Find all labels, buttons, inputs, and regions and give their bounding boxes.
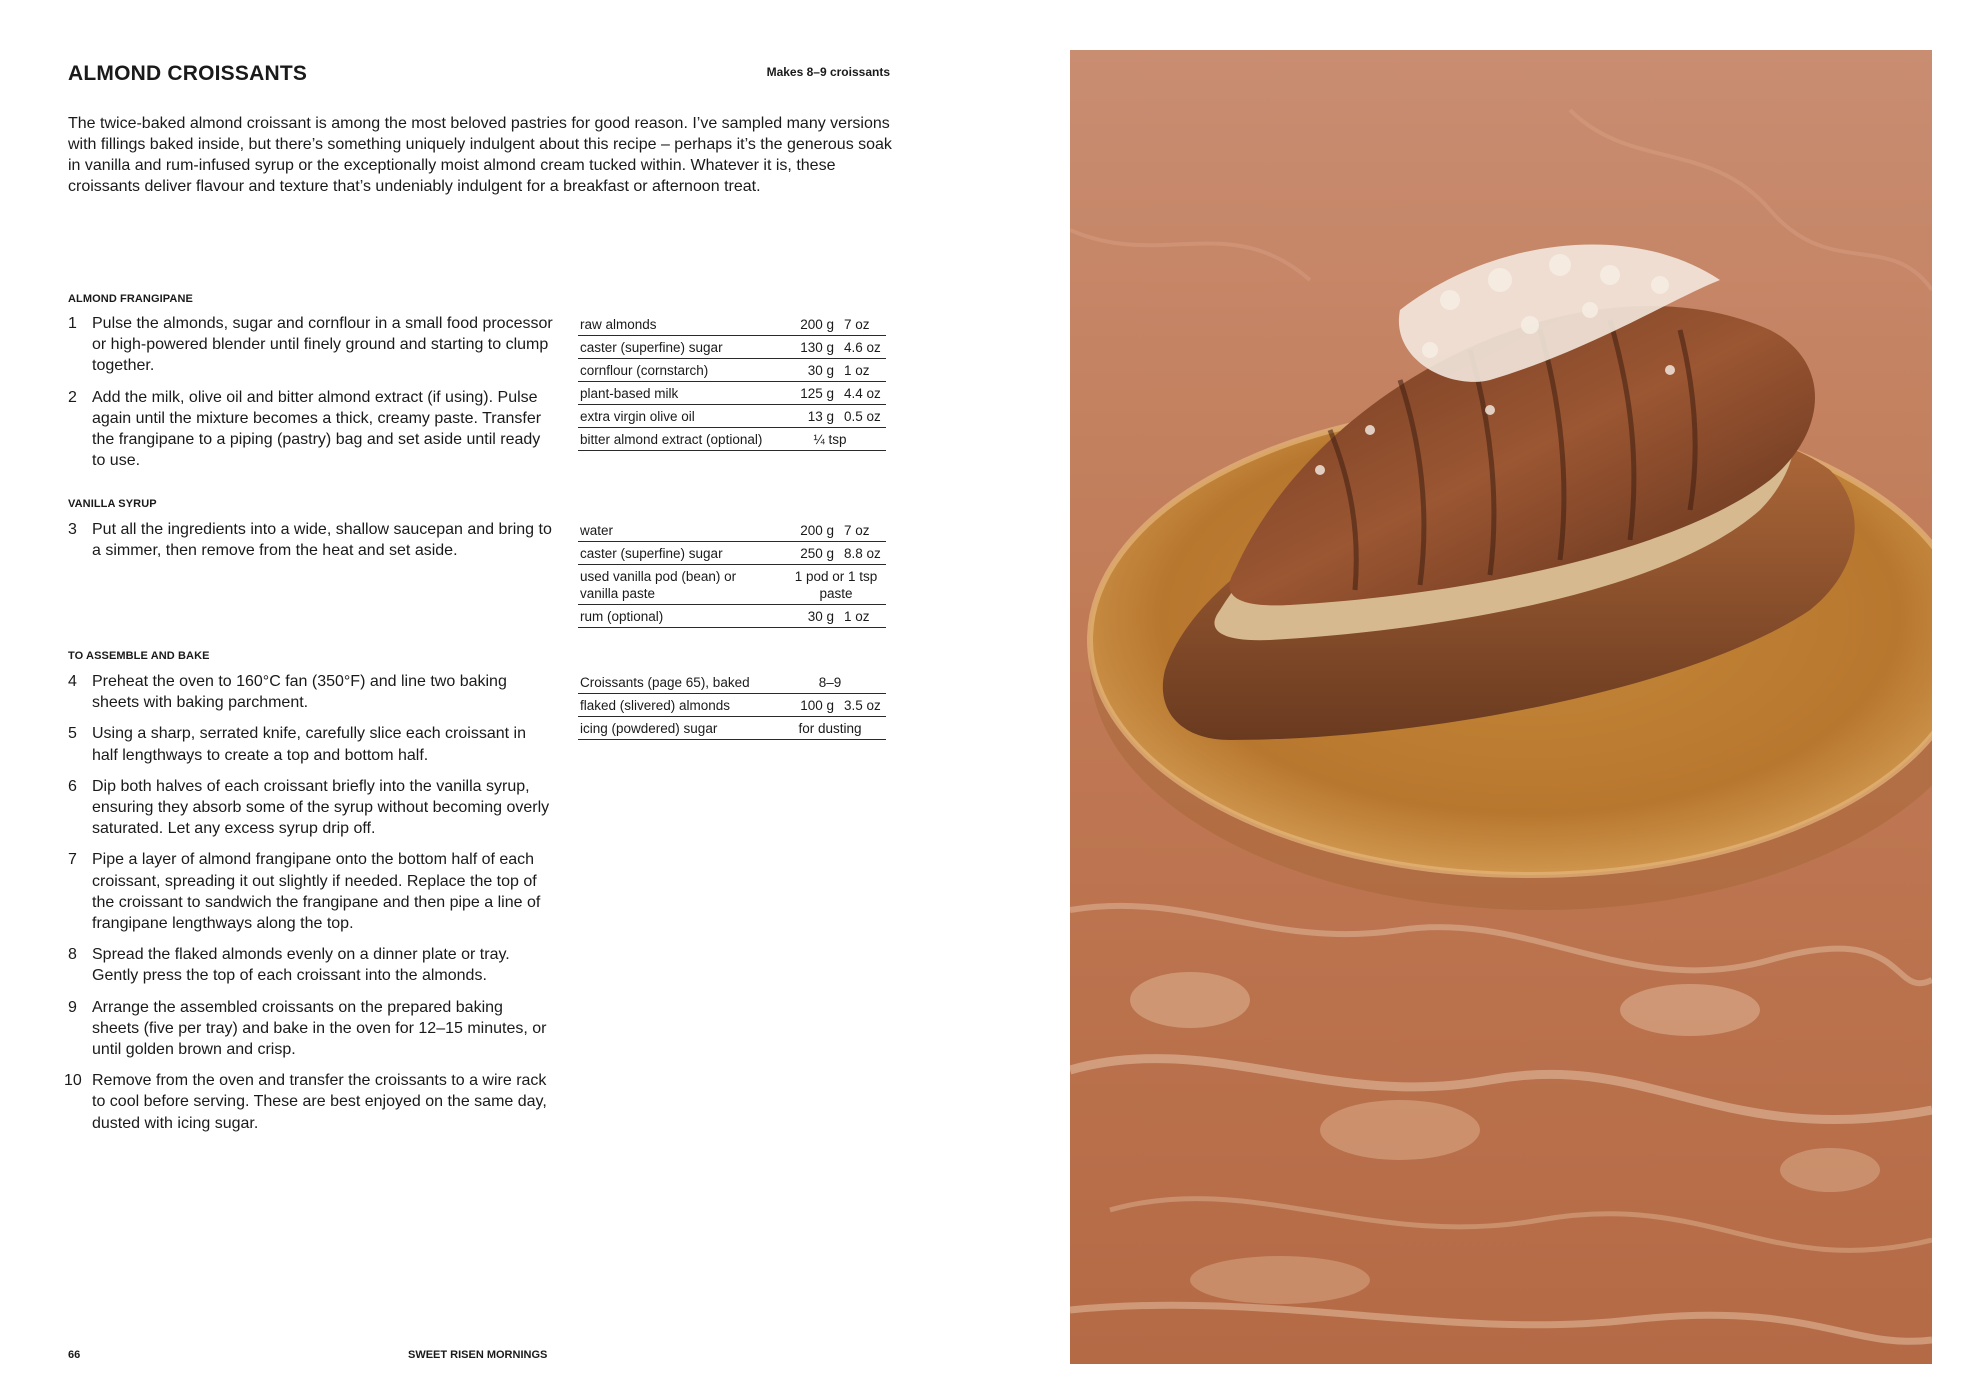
- ingredient-name: extra virgin olive oil: [578, 405, 772, 428]
- method-step: [68, 944, 553, 986]
- step-number: 5: [68, 725, 77, 743]
- steps-vanilla-syrup: [68, 519, 553, 571]
- ingredient-quantity: 1 pod or 1 tsp paste: [772, 565, 886, 605]
- ingredients-vanilla-syrup: [578, 519, 886, 628]
- recipe-yield: Makes 8–9 croissants: [766, 65, 890, 79]
- method-step: [68, 723, 553, 765]
- ingredient-name: bitter almond extract (optional): [578, 428, 772, 451]
- step-number: 6: [68, 777, 77, 795]
- metric-amount: 30 g: [807, 363, 834, 378]
- ingredient-row: [578, 671, 886, 694]
- step-number: 7: [68, 851, 77, 869]
- ingredient-name: cornflour (cornstarch): [578, 359, 772, 382]
- croissant-illustration: [1070, 50, 1932, 1364]
- step-number: 8: [68, 946, 77, 964]
- ingredient-quantity: ¼ tsp: [772, 428, 886, 451]
- metric-amount: 125 g: [800, 386, 834, 401]
- ingredient-row: [578, 405, 886, 428]
- page-number: 66: [68, 1349, 81, 1361]
- step-number: 4: [68, 673, 77, 690]
- ingredient-row: [578, 565, 886, 605]
- metric-amount: 200 g: [800, 317, 834, 332]
- method-step: [68, 313, 553, 377]
- ingredient-quantity: [772, 519, 886, 542]
- recipe-intro: The twice-baked almond croissant is among the most beloved pastries for good reason. I’ve sampled many versions with fillings baked inside, but there’s something uniquely indulgent about this recipe – perhaps it’s the generous soak in vanilla and rum-infused syrup or the exceptionally moist almond cream tucked within. Whatever it is, these croissants deliver flavour and texture that’s undeniably indulgent for a breakfast or afternoon treat.: [68, 115, 892, 195]
- step-text: Using a sharp, serrated knife, carefully slice each croissant in half lengthways to create a top and bottom half.: [92, 725, 526, 764]
- metric-amount: 30 g: [807, 609, 834, 624]
- step-text: Preheat the oven to 160°C fan (350°F) and line two baking sheets with baking parchment.: [92, 673, 507, 712]
- ingredient-row: [578, 542, 886, 565]
- croissant-photo: [1070, 50, 1932, 1364]
- method-step: [68, 671, 553, 713]
- metric-amount: 200 g: [800, 523, 834, 538]
- step-number: 2: [68, 388, 77, 406]
- step-text: Add the milk, olive oil and bitter almond extract (if using). Pulse again until the mixture becomes a thick, creamy paste. Transfer the frangipane to a piping (pastry) bag and set aside until ready to use.: [92, 388, 542, 470]
- imperial-amount: 0.5 oz: [844, 409, 881, 424]
- metric-amount: 130 g: [800, 340, 834, 355]
- step-text: Put all the ingredients into a wide, shallow saucepan and bring to a simmer, then remove from the heat and set aside.: [92, 521, 552, 560]
- ingredients-frangipane: [578, 313, 886, 451]
- ingredient-row: [578, 313, 886, 336]
- step-text: Arrange the assembled croissants on the prepared baking sheets (five per tray) and bake in the oven for 12–15 minutes, or until golden brown and crisp.: [92, 998, 547, 1059]
- method-step: [64, 1070, 553, 1134]
- chapter-title: SWEET RISEN MORNINGS: [408, 1349, 548, 1361]
- method-step: [68, 997, 553, 1061]
- ingredient-name: rum (optional): [578, 605, 772, 628]
- ingredient-quantity: [772, 382, 886, 405]
- imperial-amount: 1 oz: [844, 609, 870, 624]
- ingredient-row: [578, 694, 886, 717]
- steps-frangipane: [68, 313, 553, 481]
- step-number: 10: [64, 1072, 82, 1090]
- ingredient-name: Croissants (page 65), baked: [578, 671, 772, 694]
- step-text: Remove from the oven and transfer the croissants to a wire rack to cool before serving. These are best enjoyed on the same day, dusted with icing sugar.: [92, 1072, 547, 1132]
- ingredient-row: [578, 605, 886, 628]
- ingredient-quantity: [772, 359, 886, 382]
- ingredient-quantity: [772, 694, 886, 717]
- method-step: [68, 387, 553, 472]
- ingredient-quantity: for dusting: [772, 717, 886, 740]
- step-text: Pipe a layer of almond frangipane onto the bottom half of each croissant, spreading it out slightly if needed. Replace the top of the croissant to sandwich the frangipane and then pipe a line of frangipane lengthways along the top.: [92, 851, 541, 933]
- ingredient-name: caster (superfine) sugar: [578, 336, 772, 359]
- section-heading-assemble: TO ASSEMBLE AND BAKE: [68, 650, 210, 662]
- metric-amount: 100 g: [800, 698, 834, 713]
- ingredient-name: plant-based milk: [578, 382, 772, 405]
- ingredient-quantity: [772, 542, 886, 565]
- metric-amount: 250 g: [800, 546, 834, 561]
- ingredients-assemble: [578, 671, 886, 740]
- imperial-amount: 7 oz: [844, 523, 870, 538]
- imperial-amount: 4.6 oz: [844, 340, 881, 355]
- ingredient-row: [578, 382, 886, 405]
- step-text: Dip both halves of each croissant briefly into the vanilla syrup, ensuring they absorb some of the syrup without becoming overly saturated. Let any excess syrup drip off.: [92, 777, 550, 838]
- ingredient-quantity: [772, 336, 886, 359]
- section-heading-frangipane: ALMOND FRANGIPANE: [68, 293, 193, 305]
- recipe-title: ALMOND CROISSANTS: [68, 62, 308, 85]
- step-number: 9: [68, 998, 77, 1016]
- ingredient-name: water: [578, 519, 772, 542]
- step-number: 3: [68, 521, 77, 538]
- imperial-amount: 7 oz: [844, 317, 870, 332]
- ingredient-name: icing (powdered) sugar: [578, 717, 772, 740]
- ingredient-name: flaked (slivered) almonds: [578, 694, 772, 717]
- ingredient-quantity: [772, 605, 886, 628]
- ingredient-row: [578, 519, 886, 542]
- section-heading-vanilla-syrup: VANILLA SYRUP: [68, 498, 157, 510]
- metric-amount: 13 g: [807, 409, 834, 424]
- method-step: [68, 776, 553, 840]
- ingredient-quantity: [772, 405, 886, 428]
- ingredient-row: [578, 359, 886, 382]
- imperial-amount: 3.5 oz: [844, 698, 881, 713]
- ingredient-quantity: [772, 313, 886, 336]
- step-text: Spread the flaked almonds evenly on a dinner plate or tray. Gently press the top of each croissant into the almonds.: [92, 946, 510, 985]
- imperial-amount: 8.8 oz: [844, 546, 881, 561]
- step-number: 1: [68, 315, 77, 332]
- step-text: Pulse the almonds, sugar and cornflour in a small food processor or high-powered blender until finely ground and starting to clump together.: [92, 315, 553, 375]
- ingredient-name: raw almonds: [578, 313, 772, 336]
- imperial-amount: 1 oz: [844, 363, 870, 378]
- ingredient-row: [578, 428, 886, 451]
- method-step: [68, 519, 553, 561]
- imperial-amount: 4.4 oz: [844, 386, 881, 401]
- steps-assemble: [64, 671, 553, 1144]
- ingredient-name: caster (superfine) sugar: [578, 542, 772, 565]
- ingredient-row: [578, 717, 886, 740]
- method-step: [68, 849, 553, 934]
- ingredient-quantity: 8–9: [772, 671, 886, 694]
- ingredient-row: [578, 336, 886, 359]
- ingredient-name: used vanilla pod (bean) or vanilla paste: [578, 565, 772, 605]
